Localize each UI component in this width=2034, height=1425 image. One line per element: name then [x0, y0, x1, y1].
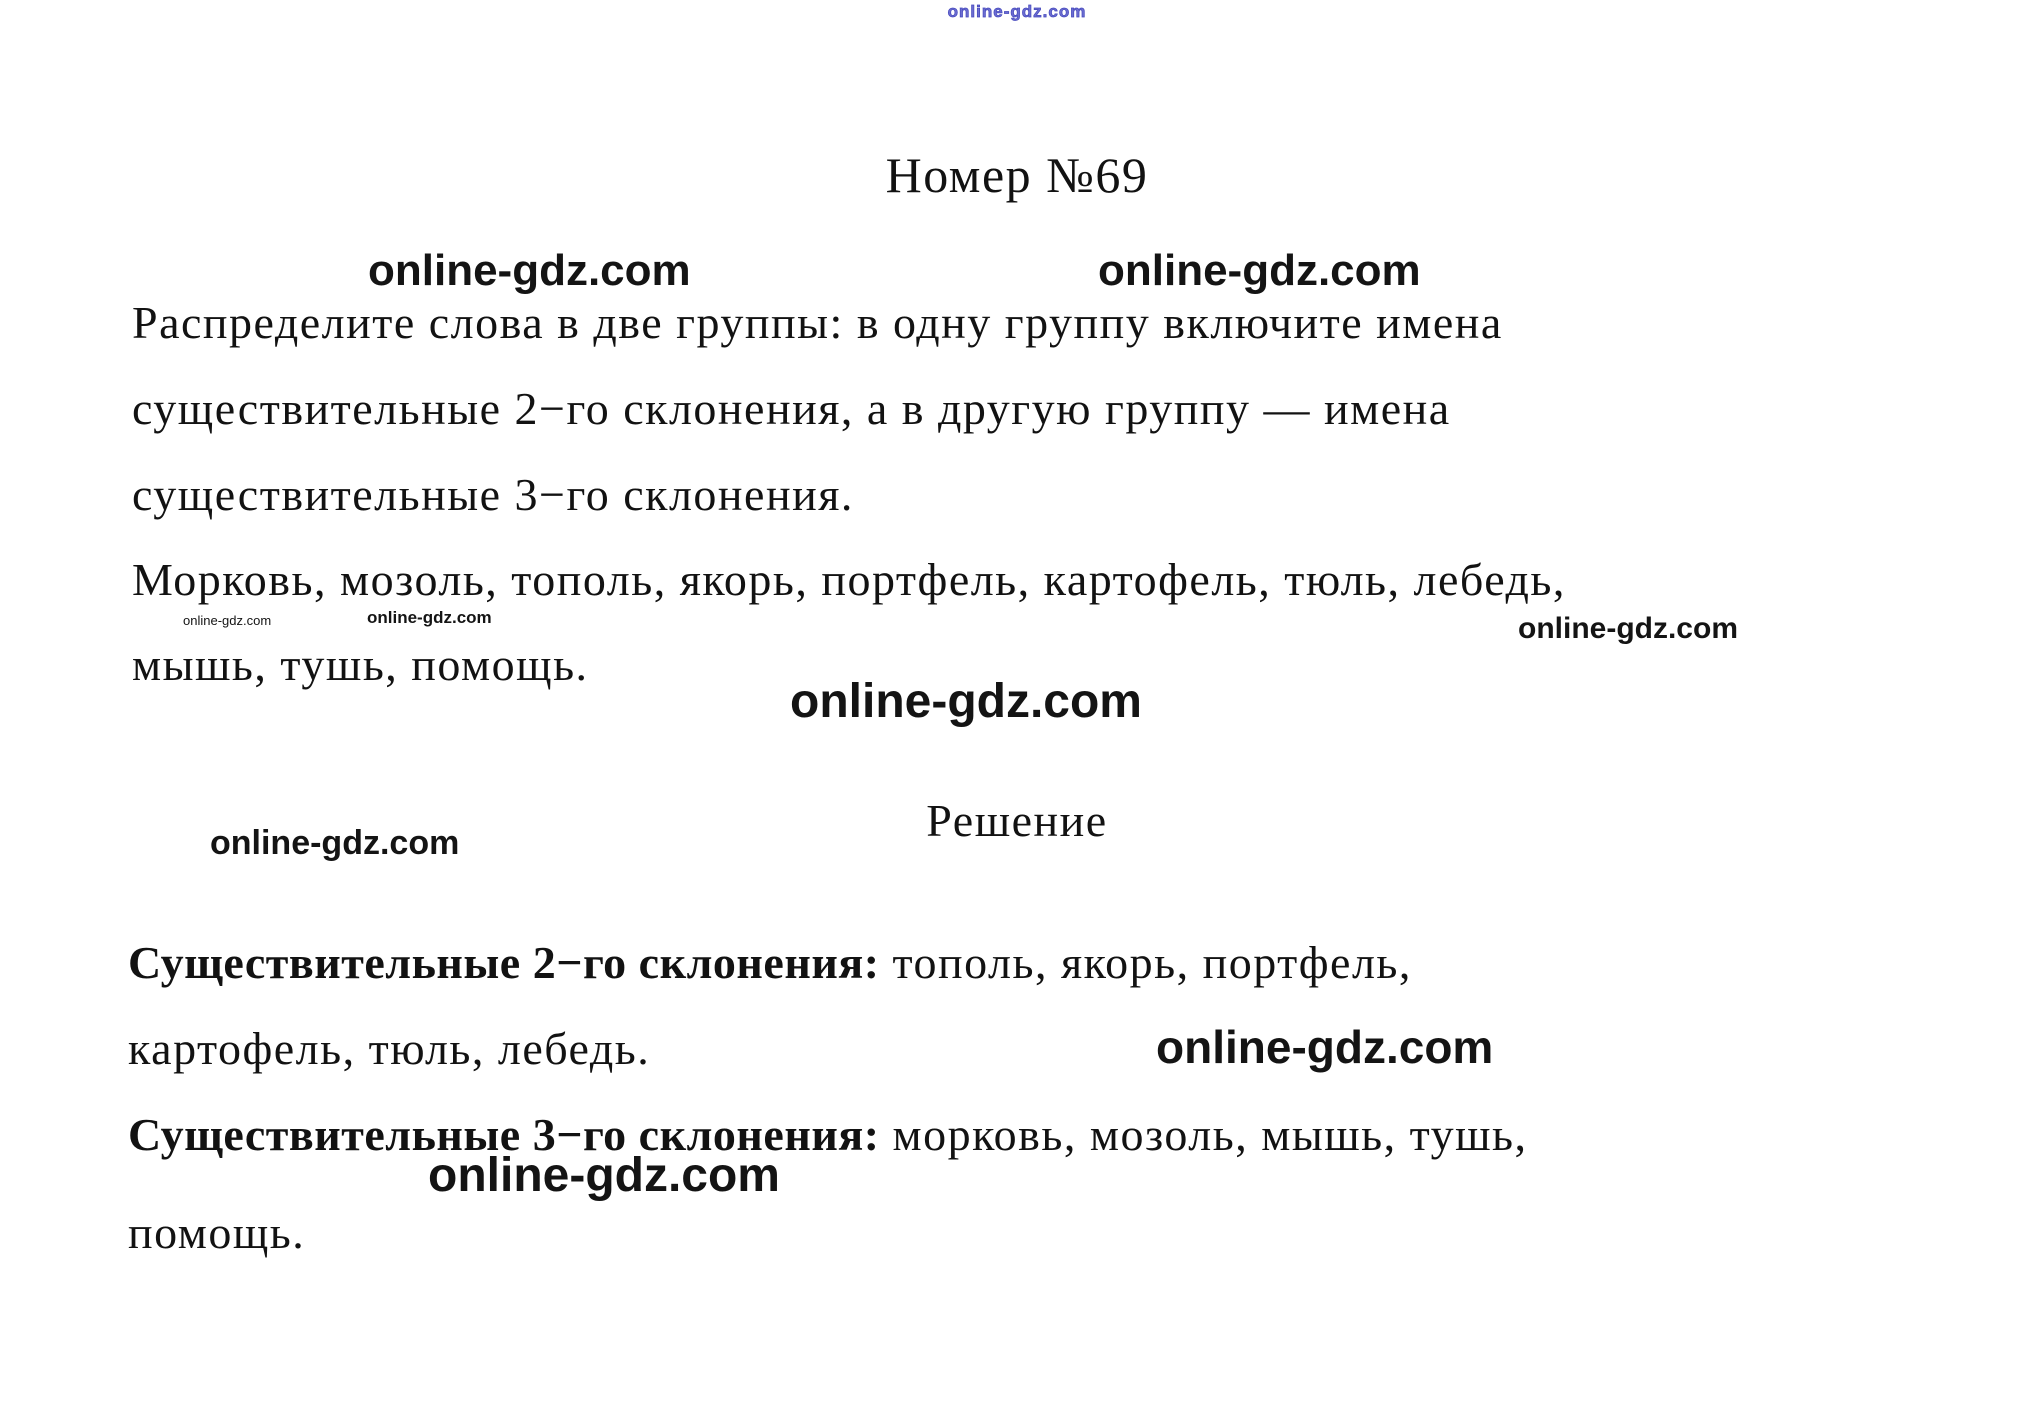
site-watermark-mid-left: online-gdz.com: [210, 824, 460, 862]
site-watermark-header-left: online-gdz.com: [368, 246, 691, 295]
solution-group3-continuation: помощь.: [128, 1207, 306, 1258]
site-watermark-header-right: online-gdz.com: [1098, 246, 1421, 295]
site-watermark-task-right: online-gdz.com: [1518, 612, 1738, 645]
site-watermark-solution-right: online-gdz.com: [1156, 1021, 1494, 1073]
task-line-1: Распределите слова в две группы: в одну группу включите имена: [132, 297, 1503, 348]
solution-group3-line: [128, 1108, 1528, 1161]
solution-group2-words: тополь, якорь, портфель,: [892, 937, 1412, 988]
task-line-3: существительные 3−го склонения.: [132, 469, 854, 520]
solution-heading: Решение: [926, 795, 1108, 846]
task-word-list-line-1: Морковь, мозоль, тополь, якорь, портфель, картофель, тюль, лебедь,: [132, 554, 1566, 605]
task-word-list-line-2: мышь, тушь, помощь.: [132, 639, 589, 690]
solution-group3-words: морковь, мозоль, мышь, тушь,: [892, 1109, 1528, 1160]
site-watermark-small-1: online-gdz.com: [183, 613, 272, 628]
solution-group2-label: Существительные 2−го склонения:: [128, 937, 880, 988]
exercise-title: Номер №69: [885, 147, 1149, 203]
site-watermark-top: online-gdz.com: [947, 2, 1087, 21]
site-watermark-small-2: online-gdz.com: [367, 608, 492, 627]
site-watermark-solution-bottom: online-gdz.com: [428, 1149, 780, 1202]
site-watermark-task-center: online-gdz.com: [790, 675, 1142, 728]
task-line-2: существительные 2−го склонения, а в другую группу — имена: [132, 383, 1451, 434]
solution-group2-line: [128, 936, 1412, 989]
solution-group3-label: Существительные 3−го склонения:: [128, 1109, 880, 1160]
solution-group2-continuation: картофель, тюль, лебедь.: [128, 1023, 651, 1074]
